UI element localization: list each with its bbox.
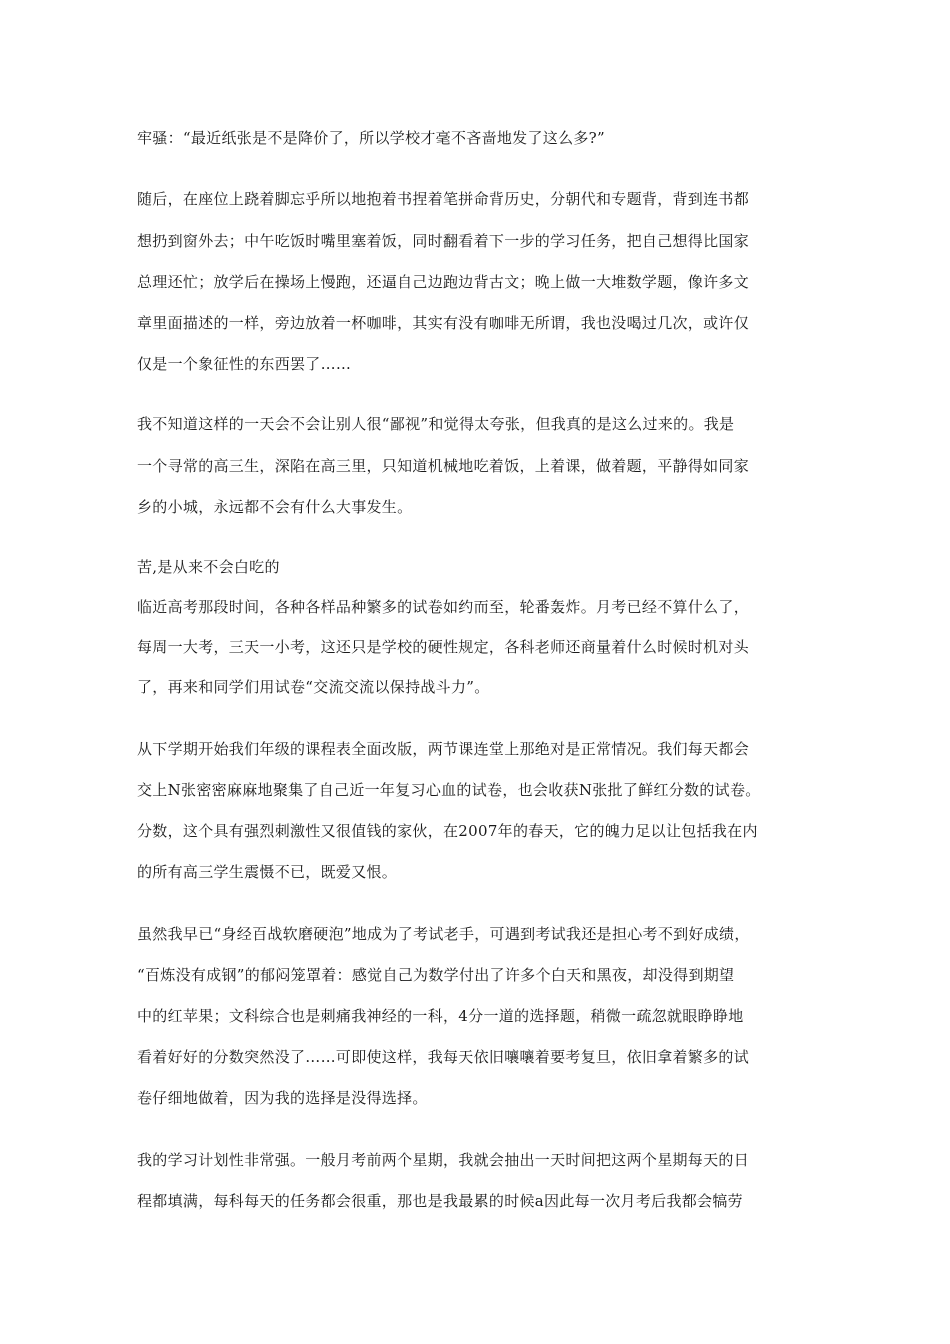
section-heading: 苦,是从来不会白吃的 bbox=[137, 558, 280, 576]
text-line: 了，再来和同学们用试卷“交流交流以保持战斗力”。 bbox=[137, 678, 490, 696]
text-line: 一个寻常的高三生，深陷在高三里，只知道机械地吃着饭，上着课，做着题，平静得如同家 bbox=[137, 457, 750, 475]
text-line: 牢骚：“最近纸张是不是降价了，所以学校才毫不吝啬地发了这么多?” bbox=[137, 129, 605, 147]
text-line: 虽然我早已“身经百战软磨硬泡”地成为了考试老手，可遇到考试我还是担心考不到好成绩， bbox=[137, 925, 750, 943]
text-line: 从下学期开始我们年级的课程表全面改版，两节课连堂上那绝对是正常情况。我们每天都会 bbox=[137, 740, 750, 758]
text-line: 分数，这个具有强烈刺激性又很值钱的家伙，在2007年的春天，它的魄力足以让包括我在内 bbox=[137, 822, 758, 840]
text-line: 随后，在座位上跷着脚忘乎所以地抱着书捏着笔拼命背历史，分朝代和专题背，背到连书都 bbox=[137, 190, 750, 208]
text-line: 每周一大考，三天一小考，这还只是学校的硬性规定，各科老师还商量着什么时候时机对头 bbox=[137, 638, 750, 656]
text-line: 我的学习计划性非常强。一般月考前两个星期，我就会抽出一天时间把这两个星期每天的日 bbox=[137, 1151, 750, 1169]
text-line: 的所有高三学生震慑不已，既爱又恨。 bbox=[137, 863, 398, 881]
text-line: 乡的小城，永远都不会有什么大事发生。 bbox=[137, 498, 413, 516]
text-line: 程都填满，每科每天的任务都会很重，那也是我最累的时候a因此每一次月考后我都会犒劳 bbox=[137, 1192, 743, 1210]
text-line: “百炼没有成钢”的郁闷笼罩着：感觉自己为数学付出了许多个白天和黑夜，却没得到期望 bbox=[137, 966, 735, 984]
text-line: 我不知道这样的一天会不会让别人很“鄙视”和觉得太夸张，但我真的是这么过来的。我是 bbox=[137, 415, 735, 433]
text-line: 仅是一个象征性的东西罢了…… bbox=[137, 355, 352, 373]
text-line: 交上N张密密麻麻地聚集了自己近一年复习心血的试卷，也会收获N张批了鲜红分数的试卷。 bbox=[137, 781, 761, 799]
text-line: 卷仔细地做着，因为我的选择是没得选择。 bbox=[137, 1089, 428, 1107]
text-line: 中的红苹果；文科综合也是刺痛我神经的一科，4分一道的选择题，稍微一疏忽就眼睁睁地 bbox=[137, 1007, 744, 1025]
text-line: 临近高考那段时间，各种各样品种繁多的试卷如约而至，轮番轰炸。月考已经不算什么了， bbox=[137, 598, 750, 616]
text-line: 想扔到窗外去；中午吃饭时嘴里塞着饭，同时翻看着下一步的学习任务，把自己想得比国家 bbox=[137, 232, 750, 250]
text-line: 看着好好的分数突然没了……可即使这样，我每天依旧嚷嚷着要考复旦，依旧拿着繁多的试 bbox=[137, 1048, 750, 1066]
text-line: 总理还忙；放学后在操场上慢跑，还逼自己边跑边背古文；晚上做一大堆数学题，像许多文 bbox=[137, 273, 750, 291]
text-line: 章里面描述的一样，旁边放着一杯咖啡，其实有没有咖啡无所谓，我也没喝过几次，或许仅 bbox=[137, 314, 750, 332]
